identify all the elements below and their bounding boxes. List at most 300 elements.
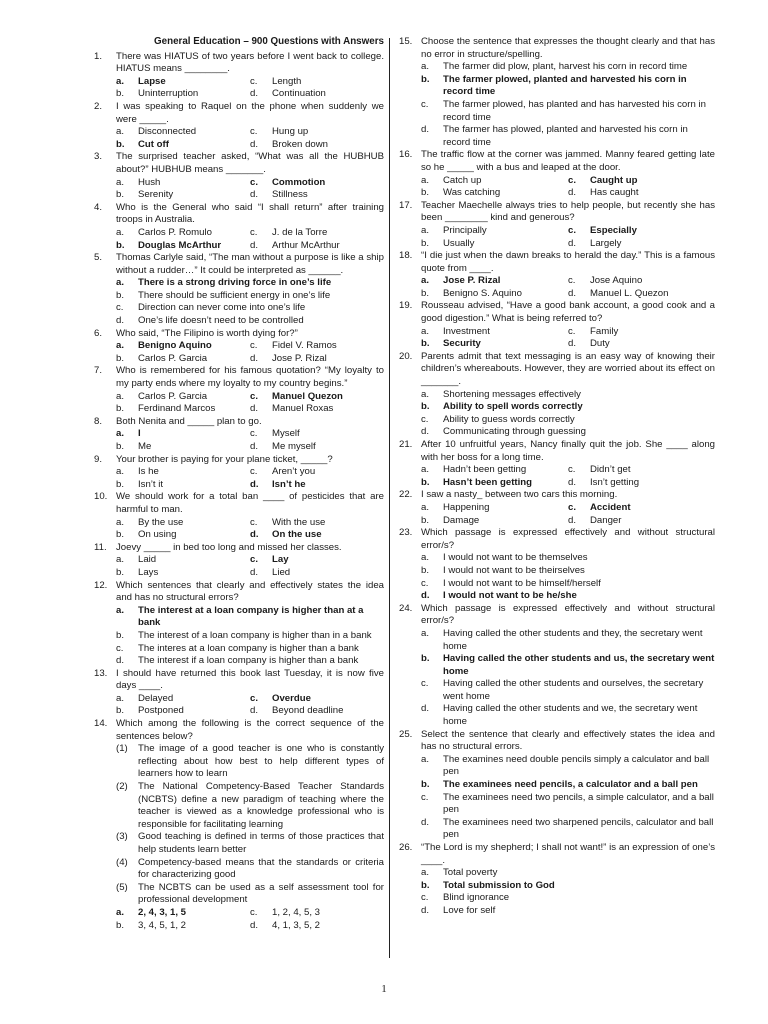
question-text: Who said, “The Filipino is worth dying for?” <box>116 327 298 339</box>
option-letter: b. <box>116 352 125 364</box>
question-item <box>94 491 384 541</box>
option <box>421 817 715 842</box>
option-row <box>421 288 715 301</box>
question-text: Select the sentence that clearly and effectively states the idea and has no structural errors. <box>421 728 715 753</box>
option-letter: b. <box>421 338 430 350</box>
answer-options <box>399 502 715 527</box>
question-item <box>399 36 715 149</box>
option-letter: c. <box>421 577 429 589</box>
answer-options <box>94 693 384 718</box>
option-row <box>116 466 384 479</box>
answer-options <box>94 227 384 252</box>
option <box>250 907 384 920</box>
option <box>421 414 715 427</box>
option-row <box>116 403 384 416</box>
option <box>116 529 250 542</box>
option-text: Damage <box>443 514 480 526</box>
option-text: The farmer plowed, planted and harvested his corn in record time <box>443 73 687 98</box>
option-text: Hush <box>138 176 161 188</box>
option-letter: d. <box>250 529 259 541</box>
option-letter: c. <box>568 325 576 337</box>
option-text: Jose P. Rizal <box>443 275 501 287</box>
option-text: Happening <box>443 501 490 513</box>
option <box>568 288 715 301</box>
option-text: Has caught <box>590 187 639 199</box>
option-letter: c. <box>250 126 258 138</box>
option-text: Usually <box>443 237 475 249</box>
question-number: 4. <box>94 201 103 213</box>
option-text: Commotion <box>272 176 326 188</box>
correct-option <box>250 177 384 190</box>
question-number: 1. <box>94 50 103 62</box>
option-letter: c. <box>116 642 124 654</box>
question-text: Teacher Maechelle always tries to help people, but recently she has been ________ kind and generous? <box>421 199 715 224</box>
option-row <box>116 340 384 353</box>
option-text: I would not want to be themselves <box>443 552 588 564</box>
sequence-text: Good teaching is defined in terms of those practices that help students learn better <box>138 831 384 855</box>
option <box>568 326 715 339</box>
question-item <box>94 151 384 201</box>
option-letter: b. <box>116 403 125 415</box>
option-text: Length <box>272 75 302 87</box>
option-text: On the use <box>272 529 322 541</box>
option <box>116 403 250 416</box>
option-text: The examinees need two sharpened pencils, calculator and ball pen <box>443 816 714 841</box>
option-text: The interest at a loan company is higher than at a bank <box>138 604 364 629</box>
option <box>250 189 384 202</box>
option-letter: b. <box>116 629 125 641</box>
correct-option <box>116 277 384 290</box>
option <box>116 353 250 366</box>
option-text: Overdue <box>272 692 311 704</box>
option <box>421 464 568 477</box>
option-text: Caught up <box>590 174 638 186</box>
option-row <box>116 126 384 139</box>
option-text: Manuel Quezon <box>272 390 343 402</box>
option-text: Fidel V. Ramos <box>272 340 337 352</box>
question-number: 20. <box>399 350 413 362</box>
option <box>116 554 250 567</box>
option-text: Isn’t getting <box>590 476 640 488</box>
option-letter: d. <box>250 403 259 415</box>
option-row <box>116 428 384 441</box>
option-text: Carlos P. Garcia <box>138 390 208 402</box>
question-number: 9. <box>94 453 103 465</box>
option-row <box>116 240 384 253</box>
answer-options <box>94 554 384 579</box>
option-text: Aren’t you <box>272 466 316 478</box>
option-row <box>116 705 384 718</box>
correct-option <box>421 779 715 792</box>
option <box>250 428 384 441</box>
answer-options <box>94 177 384 202</box>
question-item <box>94 101 384 151</box>
question-item <box>399 489 715 527</box>
option-text: The examinees need pencils, a calculator and a ball pen <box>443 779 698 791</box>
option <box>421 61 715 74</box>
option-text: Broken down <box>272 138 328 150</box>
answer-options <box>94 391 384 416</box>
option <box>250 76 384 89</box>
question-stem <box>94 202 384 227</box>
answer-options <box>94 907 384 932</box>
option <box>250 920 384 933</box>
option <box>421 905 715 918</box>
correct-option <box>250 391 384 404</box>
option-text: Blind ignorance <box>443 892 510 904</box>
option <box>421 754 715 779</box>
option-row <box>116 227 384 240</box>
question-stem <box>94 51 384 76</box>
option-text: Total submission to God <box>443 879 555 891</box>
option <box>250 88 384 101</box>
option-letter: d. <box>421 816 430 828</box>
option <box>421 175 568 188</box>
question-item <box>94 580 384 668</box>
option <box>421 288 568 301</box>
option-text: J. de la Torre <box>272 226 328 238</box>
option-letter: b. <box>116 919 125 931</box>
answer-options <box>94 428 384 453</box>
option <box>568 515 715 528</box>
question-stem <box>94 151 384 176</box>
option-row <box>116 139 384 152</box>
option-letter: b. <box>421 476 430 488</box>
option-row <box>421 175 715 188</box>
question-text: I saw a nasty_ between two cars this morning. <box>421 489 618 501</box>
question-text: The traffic flow at the corner was jammed. Manny feared getting late so he _____ with a bus and leaped at the door. <box>421 149 715 173</box>
option <box>421 238 568 251</box>
option <box>116 126 250 139</box>
option-letter: b. <box>421 879 430 891</box>
answer-options <box>399 275 715 300</box>
option-text: Principally <box>443 224 487 236</box>
option <box>421 389 715 402</box>
question-text: Which sentences that clearly and effectively states the idea and has no structural errors? <box>116 579 384 604</box>
option-text: Duty <box>590 338 610 350</box>
question-text: I was speaking to Raquel on the phone when suddenly we were _____. <box>116 100 384 125</box>
option-text: 2, 4, 3, 1, 5 <box>138 906 187 918</box>
option-letter: a. <box>421 174 430 186</box>
question-item <box>94 718 384 932</box>
sequence-number: (1) <box>116 743 128 755</box>
question-text: We should work for a total ban ____ of pesticides that are harmful to man. <box>116 491 384 515</box>
option <box>250 126 384 139</box>
option-letter: d. <box>250 239 259 251</box>
option-text: I would not want to be theirselves <box>443 564 585 576</box>
option-row <box>421 477 715 490</box>
option-text: Serenity <box>138 189 174 201</box>
correct-option <box>250 693 384 706</box>
option <box>250 441 384 454</box>
option-letter: c. <box>250 554 259 566</box>
question-item <box>399 729 715 842</box>
option-row <box>116 479 384 492</box>
option-letter: a. <box>421 224 430 236</box>
question-text: Who is remembered for his famous quotation? “My loyalty to my party ends where my loyalty to my country begins.” <box>116 365 384 390</box>
option-text: Hung up <box>272 126 309 138</box>
correct-option <box>421 275 568 288</box>
question-stem <box>399 351 715 389</box>
question-text: Both Nenita and _____ plan to go. <box>116 415 262 427</box>
correct-option <box>421 401 715 414</box>
correct-option <box>568 502 715 515</box>
question-item <box>399 351 715 439</box>
option <box>421 124 715 149</box>
option-text: The farmer plowed, has planted and has harvested his corn in record time <box>443 98 706 123</box>
question-stem <box>399 489 715 502</box>
option-text: Manuel L. Quezon <box>590 287 669 299</box>
option-letter: d. <box>250 189 259 201</box>
option <box>116 655 384 668</box>
option-letter: d. <box>421 426 430 438</box>
option-letter: b. <box>116 289 125 301</box>
option-letter: b. <box>421 779 430 791</box>
question-stem <box>399 603 715 628</box>
option <box>116 391 250 404</box>
option-letter: d. <box>250 705 259 717</box>
question-item <box>94 51 384 101</box>
option-row <box>116 529 384 542</box>
option-text: Jose Aquino <box>590 275 643 287</box>
option-letter: c. <box>250 390 259 402</box>
question-text: Which passage is expressed effectively and without structural error/s? <box>421 602 715 627</box>
question-number: 13. <box>94 667 108 679</box>
option <box>568 477 715 490</box>
option-letter: d. <box>116 315 125 327</box>
question-number: 21. <box>399 439 413 450</box>
question-text: “The Lord is my shepherd; I shall not want!” is an expression of one’s ____. <box>421 842 715 866</box>
option-text: Catch up <box>443 174 482 186</box>
question-text: “I die just when the dawn breaks to herald the day.” This is a famous quote from ____. <box>421 250 715 274</box>
option-letter: b. <box>421 401 430 413</box>
option <box>568 238 715 251</box>
option-text: I would not want to be himself/herself <box>443 577 601 589</box>
question-stem <box>94 454 384 467</box>
question-item <box>94 542 384 580</box>
option-text: There should be sufficient energy in one’s life <box>138 289 331 301</box>
option-letter: b. <box>116 478 125 490</box>
option-letter: a. <box>116 226 125 238</box>
option-letter: d. <box>250 919 259 931</box>
question-number: 14. <box>94 718 108 730</box>
question-item <box>399 149 715 199</box>
option-text: By the use <box>138 516 184 528</box>
option-text: Security <box>443 338 481 350</box>
option <box>421 792 715 817</box>
option-text: Me myself <box>272 441 316 452</box>
option-letter: d. <box>421 124 430 136</box>
option-letter: a. <box>421 61 430 73</box>
sequence-item <box>94 781 384 831</box>
option <box>250 240 384 253</box>
option-letter: a. <box>421 464 430 476</box>
option-letter: c. <box>421 413 429 425</box>
question-number: 12. <box>94 579 108 591</box>
option <box>421 552 715 565</box>
option-text: Hasn’t been getting <box>443 476 533 488</box>
option-letter: a. <box>421 275 430 287</box>
answer-options <box>399 628 715 729</box>
sequence-text: The National Competency-Based Teacher Standards (NCBTS) define a new paradigm of teaching where the teacher is viewed as a knowledge professional who is responsible for facilitating learning <box>138 781 384 830</box>
option-letter: c. <box>250 906 258 918</box>
option-text: Having called the other students and they, the secretary went home <box>443 627 703 652</box>
option <box>421 892 715 905</box>
option <box>421 187 568 200</box>
option-row <box>116 920 384 933</box>
correct-option <box>421 338 568 351</box>
question-text: Your brother is paying for your plane ticket, _____? <box>116 453 333 465</box>
question-item <box>94 328 384 366</box>
correct-option <box>116 139 250 152</box>
option-letter: a. <box>116 554 125 566</box>
question-number: 7. <box>94 365 103 377</box>
option-text: Total poverty <box>443 867 498 879</box>
option-letter: d. <box>250 88 259 100</box>
option-text: Direction can never come into one’s life <box>138 302 306 314</box>
question-text: Which passage is expressed effectively and without structural error/s? <box>421 527 715 551</box>
question-item <box>94 202 384 252</box>
correct-option <box>116 605 384 630</box>
option-text: Disconnected <box>138 126 197 138</box>
question-number: 23. <box>399 527 413 539</box>
question-number: 17. <box>399 199 413 211</box>
option <box>568 275 715 288</box>
question-stem <box>94 252 384 277</box>
sequence-number: (2) <box>116 781 128 793</box>
sequence-item <box>94 831 384 856</box>
question-number: 3. <box>94 151 103 163</box>
option <box>116 705 250 718</box>
question-text: After 10 unfruitful years, Nancy finally quit the job. She ____ along with her boss for a long time. <box>421 439 715 463</box>
correct-option <box>421 880 715 893</box>
option <box>250 466 384 479</box>
question-item <box>399 439 715 489</box>
option <box>116 920 250 933</box>
correct-option <box>421 590 715 603</box>
answer-options <box>399 225 715 250</box>
option-letter: b. <box>421 73 430 85</box>
question-item <box>94 454 384 492</box>
option-letter: a. <box>116 277 125 289</box>
option-letter: b. <box>116 566 125 578</box>
question-number: 5. <box>94 252 103 264</box>
question-number: 18. <box>399 250 413 262</box>
option-letter: a. <box>421 753 430 765</box>
option-row <box>421 464 715 477</box>
option-text: 4, 1, 3, 5, 2 <box>272 919 321 931</box>
answer-options <box>94 340 384 365</box>
option <box>421 515 568 528</box>
option <box>250 403 384 416</box>
option <box>250 517 384 530</box>
option-letter: d. <box>250 566 259 578</box>
option-text: The examinees need two pencils, a simple calculator, and a ball pen <box>443 791 714 816</box>
option-letter: d. <box>250 441 259 452</box>
option-letter: a. <box>421 501 430 513</box>
option-letter: c. <box>421 98 429 110</box>
question-item <box>94 668 384 718</box>
option-text: Lapse <box>138 75 166 87</box>
option-letter: a. <box>116 466 125 478</box>
option-letter: b. <box>421 237 430 249</box>
option-letter: d. <box>568 287 577 299</box>
option-letter: a. <box>116 126 125 138</box>
option-letter: a. <box>116 340 125 352</box>
option-letter: d. <box>421 590 430 602</box>
answer-options <box>94 466 384 491</box>
question-stem <box>94 416 384 429</box>
option-text: Accident <box>590 501 631 513</box>
question-text: Rousseau advised, “Have a good bank account, a good cook and a good digestion.” What is being referred to? <box>421 300 715 325</box>
option-letter: b. <box>116 705 125 717</box>
option-text: Largely <box>590 237 622 249</box>
option <box>568 187 715 200</box>
sequence-text: The image of a good teacher is one who is constantly reflecting about how best to help different types of learners how to learn <box>138 743 384 780</box>
option-row <box>116 189 384 202</box>
question-item <box>399 300 715 350</box>
option-letter: b. <box>421 564 430 576</box>
option-text: Lay <box>272 554 289 566</box>
option-text: Benigno Aquino <box>138 340 212 352</box>
option-letter: d. <box>421 904 430 916</box>
option-letter: c. <box>250 428 258 440</box>
option-text: Uninterruption <box>138 88 199 100</box>
option-text: Carlos P. Romulo <box>138 226 212 238</box>
right-column <box>399 36 715 918</box>
option <box>421 578 715 591</box>
answer-options <box>399 175 715 200</box>
question-item <box>399 527 715 603</box>
option-row <box>116 76 384 89</box>
correct-option <box>568 225 715 238</box>
answer-options <box>399 389 715 439</box>
answer-options <box>94 277 384 327</box>
option-letter: d. <box>116 655 125 667</box>
option-row <box>421 275 715 288</box>
option-letter: c. <box>250 466 258 478</box>
option <box>116 517 250 530</box>
column-divider <box>389 38 390 958</box>
option-text: Douglas McArthur <box>138 239 222 251</box>
correct-option <box>116 340 250 353</box>
question-stem <box>94 328 384 341</box>
question-item <box>94 416 384 454</box>
question-item <box>399 200 715 250</box>
answer-options <box>94 517 384 542</box>
answer-options <box>94 605 384 668</box>
option-letter: a. <box>116 604 125 616</box>
question-stem <box>399 250 715 275</box>
question-stem <box>94 365 384 390</box>
option-text: I <box>138 428 141 440</box>
question-number: 15. <box>399 36 413 47</box>
option-letter: d. <box>421 703 430 715</box>
sequence-item <box>94 882 384 907</box>
option-letter: b. <box>421 653 430 665</box>
option-letter: d. <box>568 514 577 526</box>
correct-option <box>116 76 250 89</box>
option-row <box>116 554 384 567</box>
correct-option <box>116 428 250 441</box>
question-number: 2. <box>94 100 103 112</box>
option-letter: b. <box>116 441 125 452</box>
answer-options <box>94 126 384 151</box>
option-letter: a. <box>116 390 125 402</box>
option-text: The interest of a loan company is higher than in a bank <box>138 629 372 641</box>
option-letter: a. <box>421 867 430 879</box>
correct-option <box>116 240 250 253</box>
